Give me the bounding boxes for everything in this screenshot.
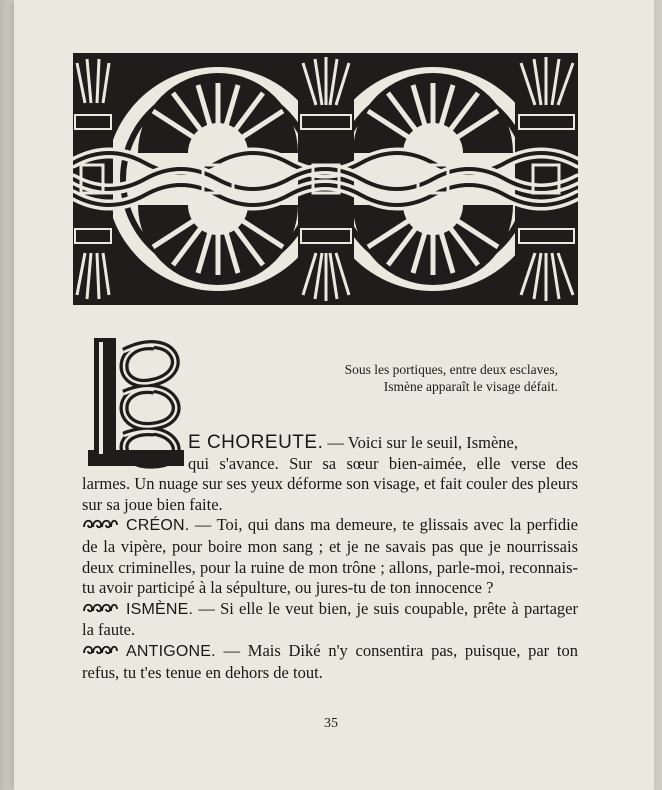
speaker-choreute: E CHOREUTE. [188,432,324,453]
page-number: 35 [324,716,338,731]
ismene-text: — Si elle le veut bien, je suis coupable, prête à partager la faute. [82,598,578,640]
decorative-banner [73,53,578,305]
stage-direction-line-1: Sous les portiques, entre deux esclaves, [344,362,558,377]
stage-direction-line-2: Ismène apparaît le visage défait. [383,379,558,394]
book-gutter [0,0,14,790]
speaker-creon: CRÉON. [126,517,190,535]
speaker-antigone: ANTIGONE. [126,642,216,660]
choreute-text-start: — Voici sur le seuil, Ismène, [323,433,518,452]
paragraph-antigone [82,641,578,683]
wave-ornament-icon [82,603,118,613]
column-center [298,53,354,305]
paragraph-creon [82,515,578,598]
paragraph-choreute-line-1 [82,433,578,454]
paragraph-choreute [82,433,578,515]
choreute-text-rest: larmes. Un nuage sur ses yeux déforme son visage, et fait couler des pleurs sur sa joue bien faite. [82,474,578,514]
wave-ornament-icon [82,645,118,655]
speaker-ismene: ISMÈNE. [126,600,194,618]
dialogue-text [82,433,578,683]
antigone-text: — Mais Diké n'y consentira pas, puisque, par ton refus, tu t'es tenue en dehors de tout. [82,640,578,682]
drop-cap-letter: L [96,368,97,369]
creon-text: — Toi, qui dans ma demeure, te glissais avec la perfidie de la vipère, pour boire mon sang ; et je ne savais pas que je nourrissais deux criminelles, pour la ruine de mon trône ; allons, parle-moi, reconnais-tu avoir participé à la sépulture, ou jures-tu de ton innocence ? [82,515,578,598]
paragraph-choreute-line-2: qui s'avance. Sur sa sœur bien-aimée, elle verse des [188,453,578,473]
wave-ornament-icon [82,519,118,529]
paragraph-ismene [82,599,578,641]
stage-direction [300,361,558,395]
